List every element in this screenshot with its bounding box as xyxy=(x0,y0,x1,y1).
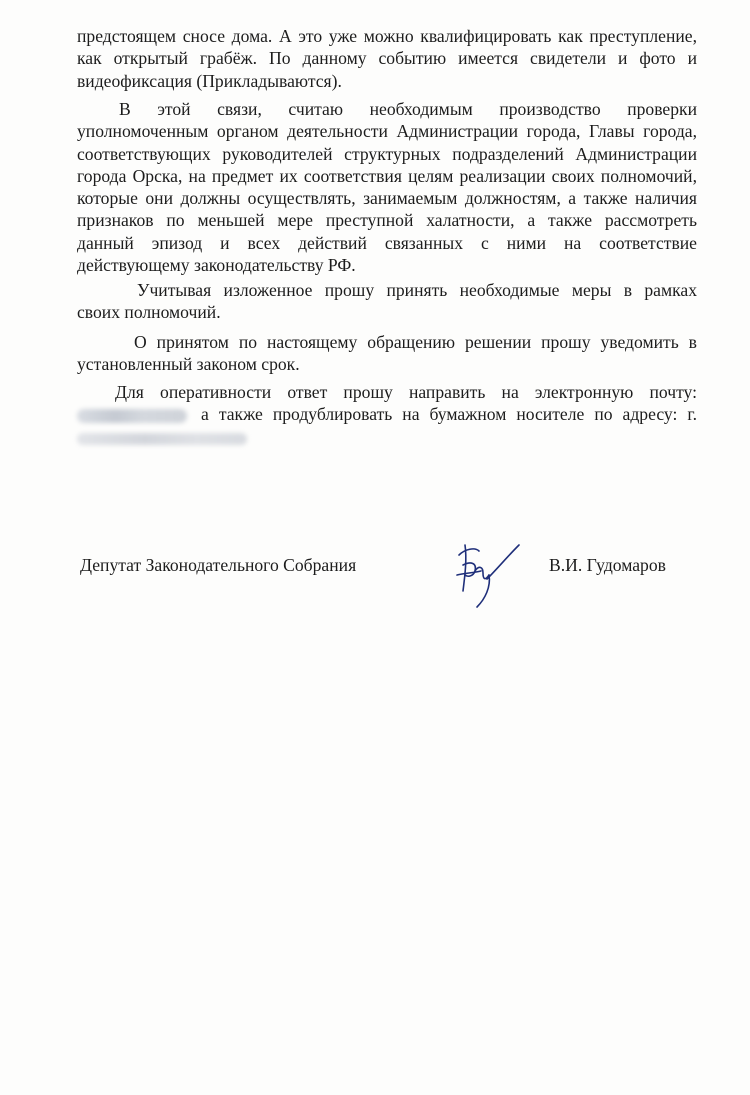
text-line: города Орска, на предмет их соответствия целям реализации своих полномочий, xyxy=(77,165,697,186)
paragraph-notification-request xyxy=(77,331,697,376)
handwritten-signature xyxy=(445,535,525,615)
paragraph-continuation xyxy=(77,25,697,92)
text-line: действующему законодательству РФ. xyxy=(77,255,356,276)
text-line: предстоящем сносе дома. А это уже можно квалифицировать как преступление, xyxy=(77,26,697,46)
text-line: В этой связи, считаю необходимым производство проверки xyxy=(119,99,697,119)
text-line: Учитывая изложенное прошу принять необходимые меры в рамках xyxy=(137,280,697,300)
paragraph-inspection-request xyxy=(77,98,697,276)
text-line: уполномоченным органом деятельности Администрации города, Главы города, xyxy=(77,121,697,142)
text-line-with-email xyxy=(77,403,697,425)
text-line: данный эпизод и всех действий связанных с ними на соответствие xyxy=(77,232,697,253)
signer-position: Депутат Законодательного Собрания xyxy=(80,555,357,575)
text-line-remainder: а также продублировать на бумажном носителе по адресу: г. xyxy=(201,404,697,425)
redacted-address-line xyxy=(77,426,697,448)
text-line: своих полномочий. xyxy=(77,302,221,323)
signature-block xyxy=(80,553,680,613)
text-line: Для оперативности ответ прошу направить на электронную почту: xyxy=(115,382,697,402)
text-line: О принятом по настоящему обращению решении прошу уведомить в xyxy=(134,332,697,352)
redacted-address xyxy=(77,433,247,445)
signer-name: В.И. Гудомаров xyxy=(549,555,666,575)
text-line: как открытый грабёж. По данному событию имеется свидетели и фото и xyxy=(77,48,697,69)
text-line: признаков по меньшей мере преступной халатности, а также рассмотреть xyxy=(77,210,697,231)
text-line: видеофиксация (Прикладываются). xyxy=(77,70,342,91)
redacted-email xyxy=(77,409,187,423)
paragraph-contact-details xyxy=(77,381,697,448)
text-line: соответствующих руководителей структурных подразделений Администрации xyxy=(77,143,697,164)
paragraph-measures-request xyxy=(77,279,697,324)
text-line: которые они должны осуществлять, занимаемым должностям, а также наличия xyxy=(77,188,697,209)
text-line: установленный законом срок. xyxy=(77,354,300,375)
